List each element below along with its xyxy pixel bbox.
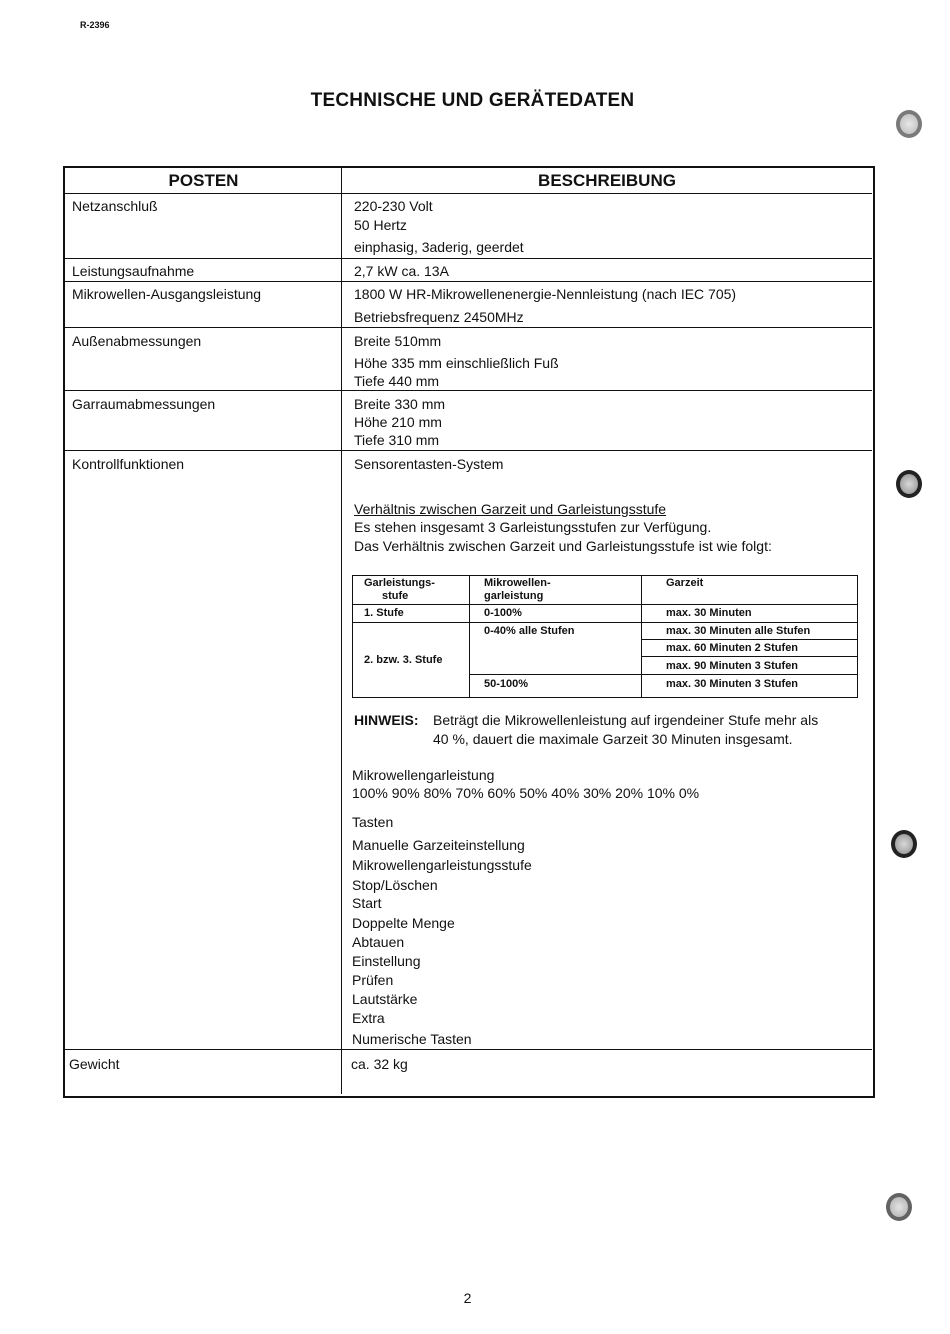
column-divider [341, 168, 342, 1094]
item-ausgangsleistung: Mikrowellen-Ausgangsleistung [72, 286, 262, 302]
stage23-label: 2. bzw. 3. Stufe [364, 654, 443, 666]
item-netzanschluss: Netzanschluß [72, 198, 158, 214]
level-table-row-divider [469, 674, 857, 675]
level-header-power-1: Mikrowellen- [484, 577, 551, 589]
row-divider [64, 1049, 872, 1050]
level-table-row-divider [641, 656, 857, 657]
key-item: Extra [352, 1010, 385, 1026]
desc-outer-width: Breite 510mm [354, 333, 442, 349]
key-item: Start [352, 895, 382, 911]
column-header-posten: POSTEN [168, 171, 239, 190]
note-line-1: Beträgt die Mikrowellenleistung auf irgendeiner Stufe mehr als [433, 712, 819, 728]
column-header-beschreibung: BESCHREIBUNG [538, 171, 676, 190]
note-line-2: 40 %, dauert die maximale Garzeit 30 Minuten insgesamt. [433, 731, 793, 747]
stage23-time-1: max. 30 Minuten alle Stufen [666, 625, 811, 637]
level-header-stage-1: Garleistungs- [364, 577, 435, 589]
level-table-row-divider [353, 604, 857, 605]
stage23-time-3: max. 90 Minuten 3 Stufen [666, 660, 799, 672]
level-header-stage-2: stufe [382, 590, 409, 602]
key-item: Mikrowellengarleistungsstufe [352, 857, 532, 873]
level-table-row-divider [641, 639, 857, 640]
desc-operating-frequency: Betriebsfrequenz 2450MHz [354, 309, 524, 325]
level-header-power-2: garleistung [484, 590, 544, 602]
level-table-row-divider [353, 622, 857, 623]
page-title: TECHNISCHE UND GERÄTEDATEN [310, 90, 635, 111]
key-item: Manuelle Garzeiteinstellung [352, 837, 525, 853]
row-divider [64, 258, 872, 259]
punch-hole [896, 110, 922, 138]
header-divider [64, 193, 872, 194]
key-item: Einstellung [352, 953, 421, 969]
punch-hole [886, 1193, 912, 1221]
keys-heading: Tasten [352, 814, 394, 830]
key-item: Prüfen [352, 972, 394, 988]
desc-output-power: 1800 W HR-Mikrowellenenergie-Nennleistung (nach IEC 705) [354, 286, 737, 302]
desc-weight: ca. 32 kg [351, 1056, 408, 1072]
power-heading: Mikrowellengarleistung [352, 767, 495, 783]
page-number: 2 [463, 1290, 472, 1306]
level-table-col-divider [641, 576, 642, 697]
desc-voltage: 220-230 Volt [354, 198, 433, 214]
punch-hole [896, 470, 922, 498]
item-leistungsaufnahme: Leistungsaufnahme [72, 263, 195, 279]
desc-cavity-depth: Tiefe 310 mm [354, 432, 440, 448]
key-item: Lautstärke [352, 991, 418, 1007]
row-divider [64, 281, 872, 282]
punch-hole [891, 830, 917, 858]
stage23-time-4: max. 30 Minuten 3 Stufen [666, 678, 799, 690]
key-item: Stop/Löschen [352, 877, 438, 893]
row-divider [64, 327, 872, 328]
key-item: Numerische Tasten [352, 1031, 472, 1047]
row-divider [64, 390, 872, 391]
stage1-label: 1. Stufe [364, 607, 404, 619]
item-gewicht: Gewicht [69, 1056, 120, 1072]
desc-outer-depth: Tiefe 440 mm [354, 373, 440, 389]
desc-phase: einphasig, 3aderig, geerdet [354, 239, 524, 255]
item-kontrollfunktionen: Kontrollfunktionen [72, 456, 185, 472]
row-divider [64, 450, 872, 451]
item-garraumabmessungen: Garraumabmessungen [72, 396, 216, 412]
relation-text-1: Es stehen insgesamt 3 Garleistungsstufen zur Verfügung. [354, 519, 712, 535]
stage1-power: 0-100% [484, 607, 522, 619]
stage23-power-a: 0-40% alle Stufen [484, 625, 575, 637]
stage1-time: max. 30 Minuten [666, 607, 752, 619]
note-label: HINWEIS: [354, 712, 419, 728]
key-item: Abtauen [352, 934, 405, 950]
relation-heading: Verhältnis zwischen Garzeit und Garleistungsstufe [354, 501, 667, 517]
desc-frequency: 50 Hertz [354, 217, 407, 233]
stage23-power-b: 50-100% [484, 678, 529, 690]
desc-outer-height: Höhe 335 mm einschließlich Fuß [354, 355, 559, 371]
desc-control-system: Sensorentasten-System [354, 456, 504, 472]
desc-cavity-height: Höhe 210 mm [354, 414, 442, 430]
item-aussenabmessungen: Außenabmessungen [72, 333, 202, 349]
document-id: R-2396 [80, 20, 110, 30]
relation-text-2: Das Verhältnis zwischen Garzeit und Garleistungsstufe ist wie folgt: [354, 538, 772, 554]
level-header-time: Garzeit [666, 577, 704, 589]
level-table-col-divider [469, 576, 470, 697]
key-item: Doppelte Menge [352, 915, 455, 931]
power-levels: 100% 90% 80% 70% 60% 50% 40% 30% 20% 10% 0% [352, 785, 700, 801]
stage23-time-2: max. 60 Minuten 2 Stufen [666, 642, 799, 654]
desc-power-consumption: 2,7 kW ca. 13A [354, 263, 449, 279]
desc-cavity-width: Breite 330 mm [354, 396, 446, 412]
